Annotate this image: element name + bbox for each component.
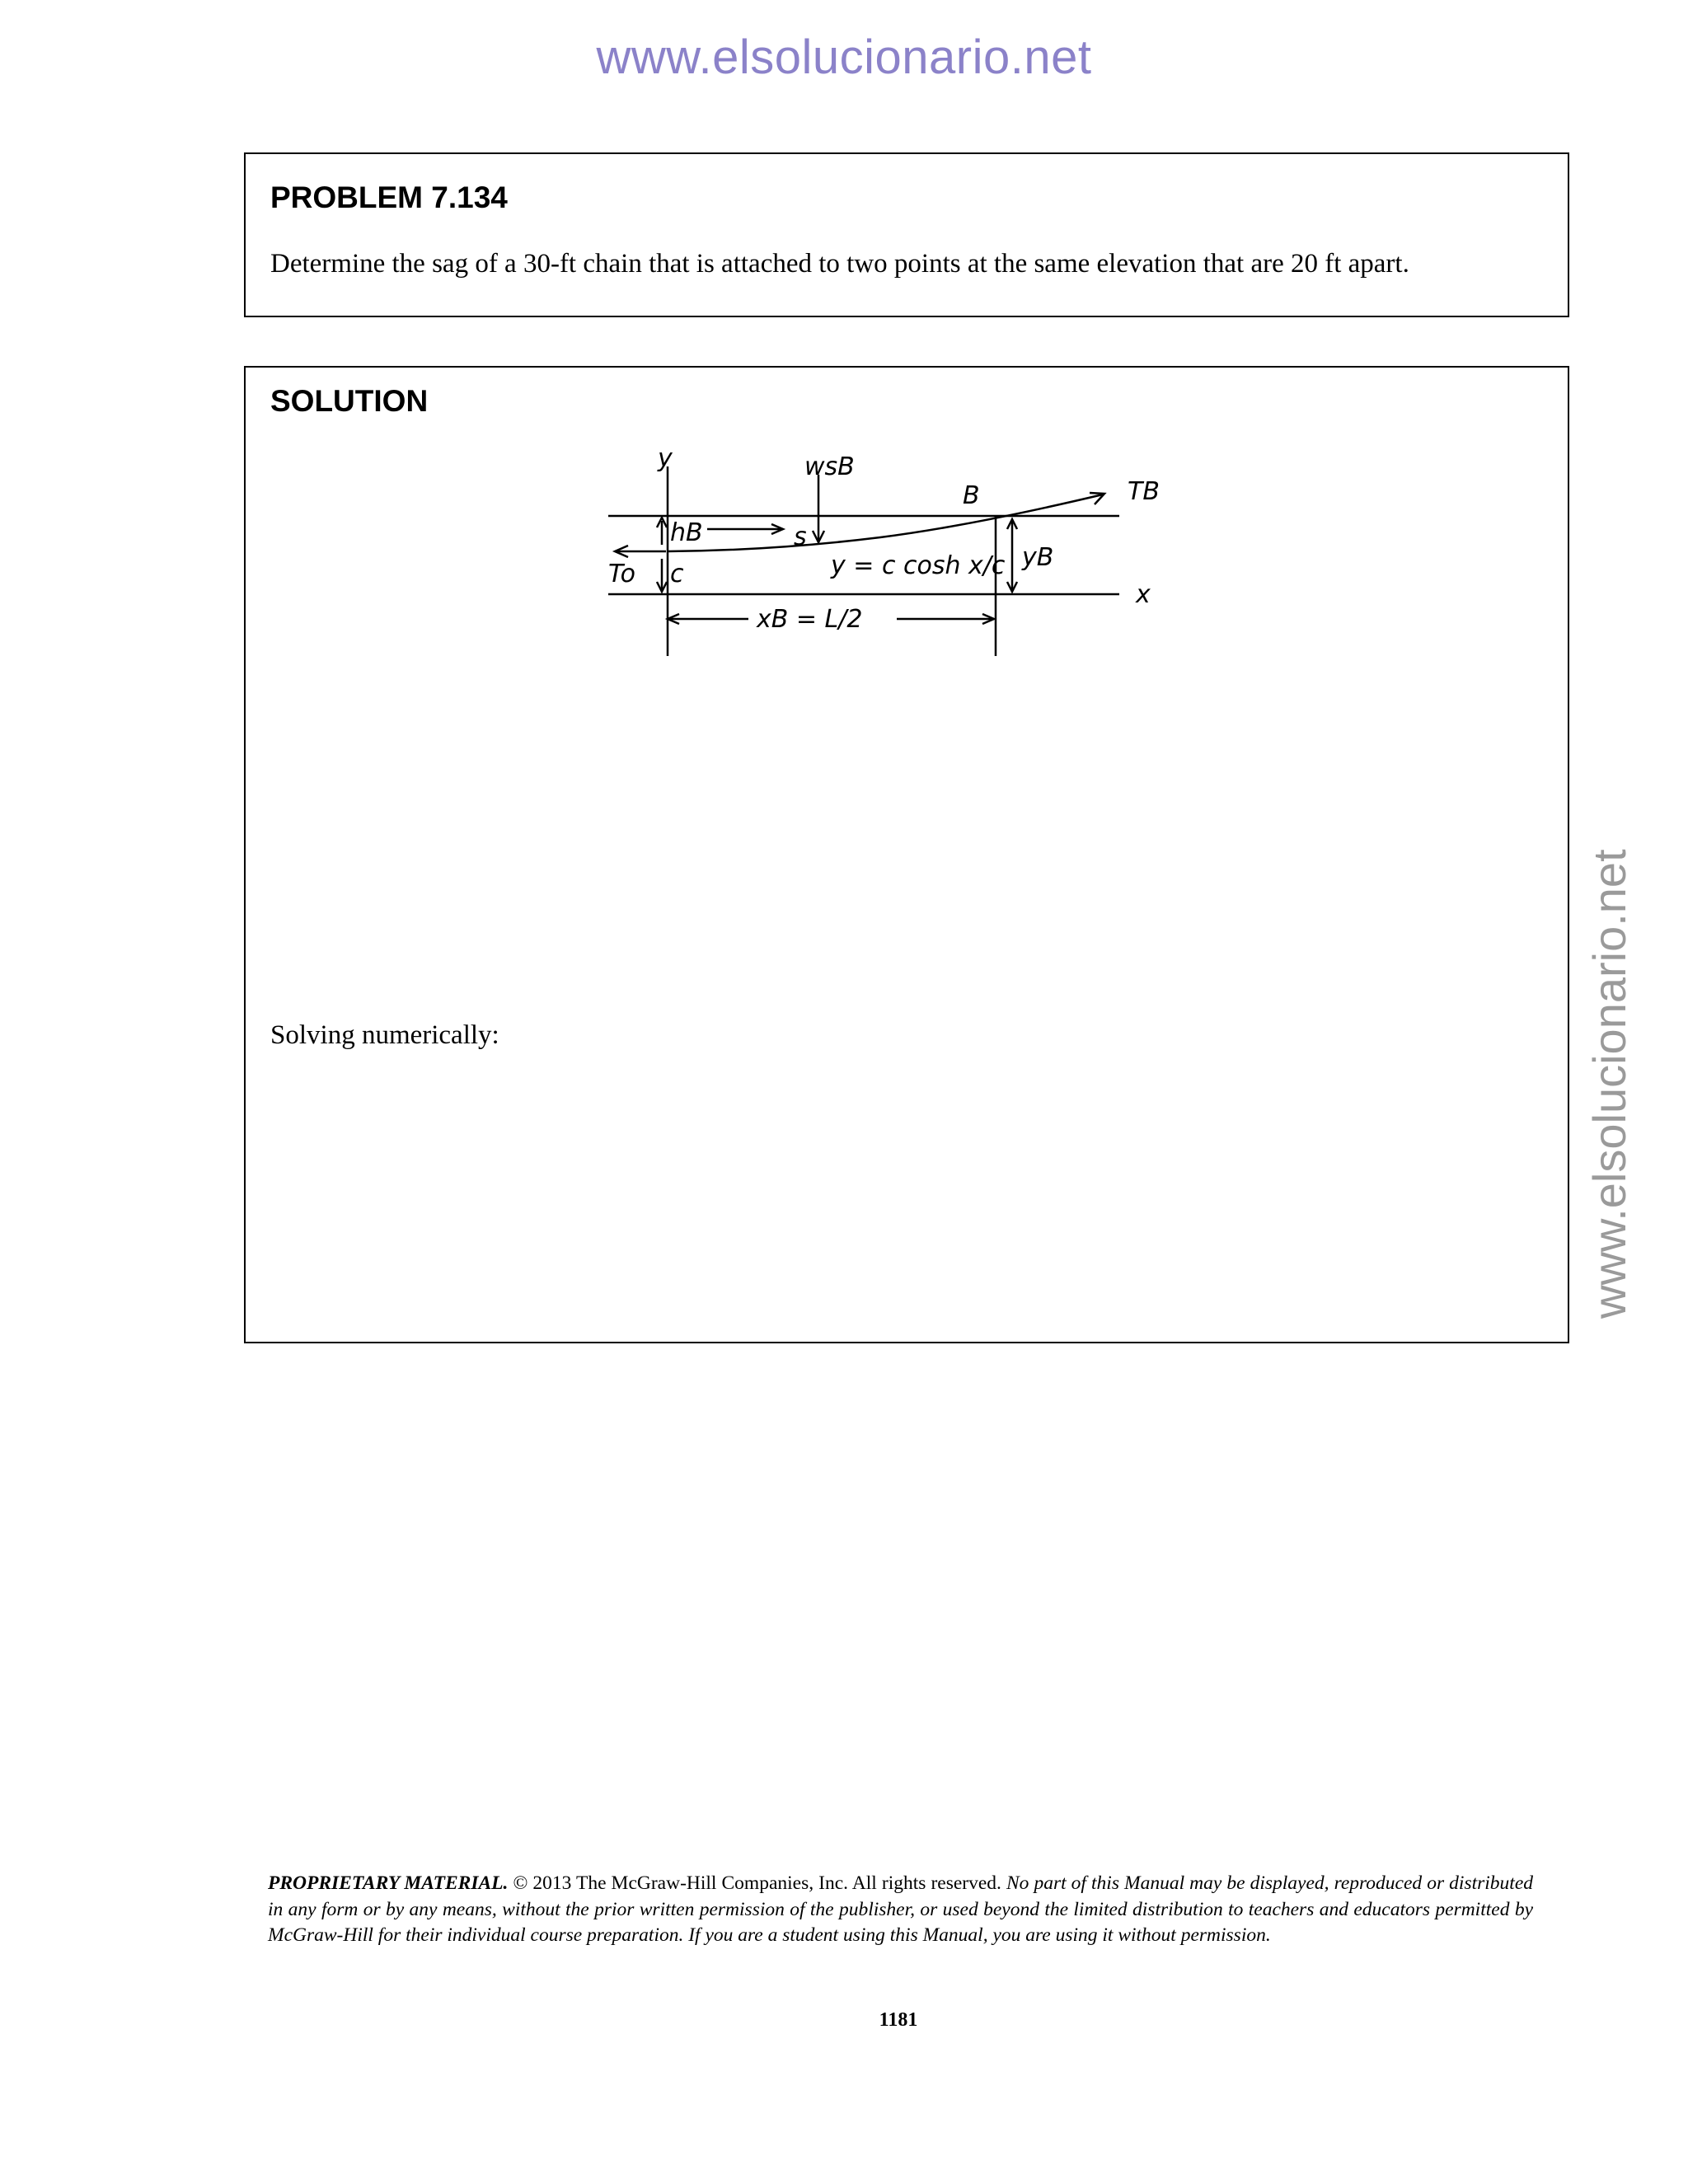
watermark-side: www.elsolucionario.net [1583,849,1635,1319]
problem-statement: Determine the sag of a 30-ft chain that is attached to two points at the same elevation that are 20 ft apart. [270,249,1409,279]
footer-italic: No part of this Manual may be displayed, reproduced or distributed in any form or by any means, without the prior written permission of the publisher, or used beyond the limited distribution to teachers and educators permitted by McGraw-Hill for their individual course preparation. If you are a student using this Manual, you are using it without permission. [268,1872,1534,1947]
yb-label: yB [1022,543,1054,572]
point-b-label: B [963,481,980,510]
footer-normal: © 2013 The McGraw-Hill Companies, Inc. All rights reserved. [508,1872,1006,1894]
x-axis-label: x [1136,580,1151,609]
footer-bold: PROPRIETARY MATERIAL. [268,1872,509,1894]
page-number: 1181 [879,2009,918,2031]
curve-equation-label: y = c cosh x/c [831,551,1006,580]
solving-numerically-label: Solving numerically: [270,1020,499,1050]
to-label: To [608,560,635,588]
solution-title: SOLUTION [270,384,429,418]
copyright-footer [268,1871,1533,1949]
catenary-diagram [608,442,1202,697]
xb-label: xB = L/2 [757,605,863,634]
tb-arrowhead [1090,493,1104,504]
problem-box [244,152,1569,317]
s-label: s [794,523,807,551]
problem-title: PROBLEM 7.134 [270,180,508,214]
y-axis-label: y [658,444,673,473]
wsb-label: wsB [804,452,855,481]
solution-box [244,366,1569,1343]
hb-label: hB [670,518,703,547]
c-label: c [670,560,684,588]
watermark-top: www.elsolucionario.net [596,30,1092,84]
tb-label: TB [1128,477,1160,506]
